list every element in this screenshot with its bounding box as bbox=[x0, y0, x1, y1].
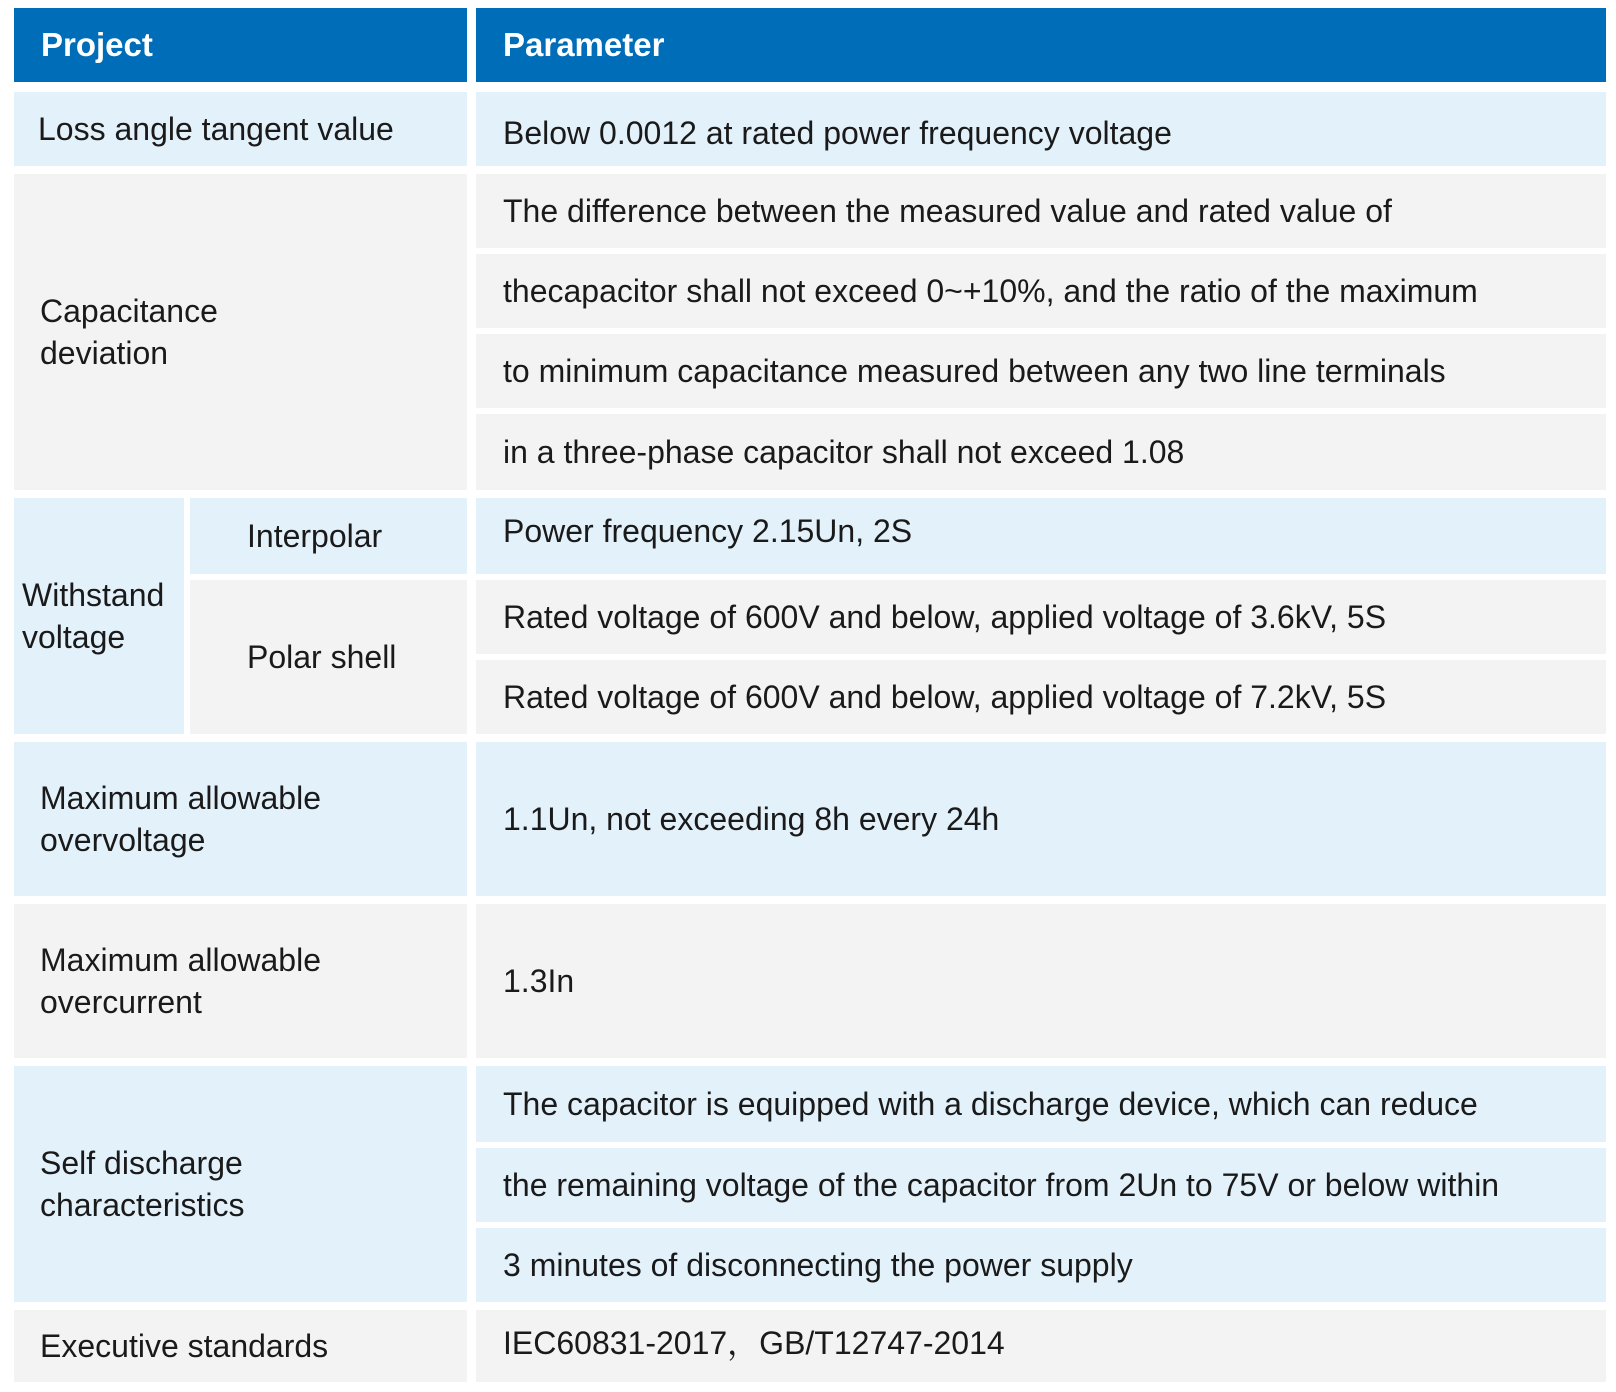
self-discharge-line-1: The capacitor is equipped with a discharge device, which can reduce bbox=[503, 1086, 1478, 1122]
header-parameter-label: Parameter bbox=[503, 26, 665, 63]
capacitance-line-1: The difference between the measured value and rated value of bbox=[503, 193, 1392, 229]
capacitance-line-cell bbox=[476, 254, 1606, 328]
overvoltage-value-cell bbox=[476, 742, 1606, 896]
header-project-cell bbox=[14, 8, 467, 82]
capacitance-line-cell bbox=[476, 414, 1606, 490]
capacitance-line-4: in a three-phase capacitor shall not exceed 1.08 bbox=[503, 434, 1185, 470]
self-discharge-line-cell bbox=[476, 1228, 1606, 1302]
loss-label-cell bbox=[14, 92, 467, 166]
overcurrent-label-line1: Maximum allowable bbox=[40, 942, 321, 978]
interpolar-value-cell bbox=[476, 498, 1606, 574]
capacitance-line-2: thecapacitor shall not exceed 0~+10%, and the ratio of the maximum bbox=[503, 273, 1478, 309]
loss-value: Below 0.0012 at rated power frequency voltage bbox=[503, 115, 1172, 151]
capacitance-label-cell bbox=[14, 174, 467, 490]
self-discharge-line-cell bbox=[476, 1066, 1606, 1142]
self-discharge-line-3: 3 minutes of disconnecting the power supply bbox=[503, 1247, 1133, 1283]
header-project-label: Project bbox=[41, 26, 153, 63]
standards-value-cell bbox=[476, 1310, 1606, 1382]
capacitance-line-cell bbox=[476, 174, 1606, 248]
withstand-label-line2: voltage bbox=[22, 619, 126, 655]
overvoltage-value: 1.1Un, not exceeding 8h every 24h bbox=[503, 801, 1000, 837]
loss-label: Loss angle tangent value bbox=[38, 111, 394, 147]
withstand-label-line1: Withstand bbox=[22, 577, 165, 613]
capacitance-label-line2: deviation bbox=[40, 335, 169, 371]
withstand-label-cell bbox=[14, 498, 184, 734]
standards-value: IEC60831-2017，GB/T12747-2014 bbox=[503, 1325, 1005, 1361]
overcurrent-value: 1.3In bbox=[503, 963, 575, 999]
polar-shell-value-1: Rated voltage of 600V and below, applied voltage of 3.6kV, 5S bbox=[503, 599, 1387, 635]
overvoltage-label-line1: Maximum allowable bbox=[40, 780, 321, 816]
standards-label-cell bbox=[14, 1310, 467, 1382]
header-parameter-cell bbox=[476, 8, 1606, 82]
polar-shell-value-cell bbox=[476, 660, 1606, 734]
capacitance-line-cell bbox=[476, 334, 1606, 408]
overvoltage-label-cell bbox=[14, 742, 467, 896]
overcurrent-label-line2: overcurrent bbox=[40, 984, 202, 1020]
self-discharge-line-cell bbox=[476, 1148, 1606, 1222]
capacitance-label-line1: Capacitance bbox=[40, 293, 218, 329]
polar-shell-value-cell bbox=[476, 580, 1606, 654]
overvoltage-label-line2: overvoltage bbox=[40, 822, 206, 858]
self-discharge-line-2: the remaining voltage of the capacitor from 2Un to 75V or below within bbox=[503, 1167, 1500, 1203]
interpolar-value: Power frequency 2.15Un, 2S bbox=[503, 513, 913, 549]
self-discharge-label-line2: characteristics bbox=[40, 1187, 245, 1223]
polar-shell-label-cell bbox=[190, 580, 467, 734]
capacitance-line-3: to minimum capacitance measured between any two line terminals bbox=[503, 353, 1446, 389]
interpolar-label: Interpolar bbox=[247, 518, 383, 554]
self-discharge-label-cell bbox=[14, 1066, 467, 1302]
loss-value-cell bbox=[476, 92, 1606, 166]
standards-label: Executive standards bbox=[40, 1328, 329, 1364]
interpolar-label-cell bbox=[190, 498, 467, 574]
self-discharge-label-line1: Self discharge bbox=[40, 1145, 243, 1181]
polar-shell-value-2: Rated voltage of 600V and below, applied voltage of 7.2kV, 5S bbox=[503, 679, 1387, 715]
overcurrent-label-cell bbox=[14, 904, 467, 1058]
overcurrent-value-cell bbox=[476, 904, 1606, 1058]
polar-shell-label: Polar shell bbox=[247, 639, 397, 675]
